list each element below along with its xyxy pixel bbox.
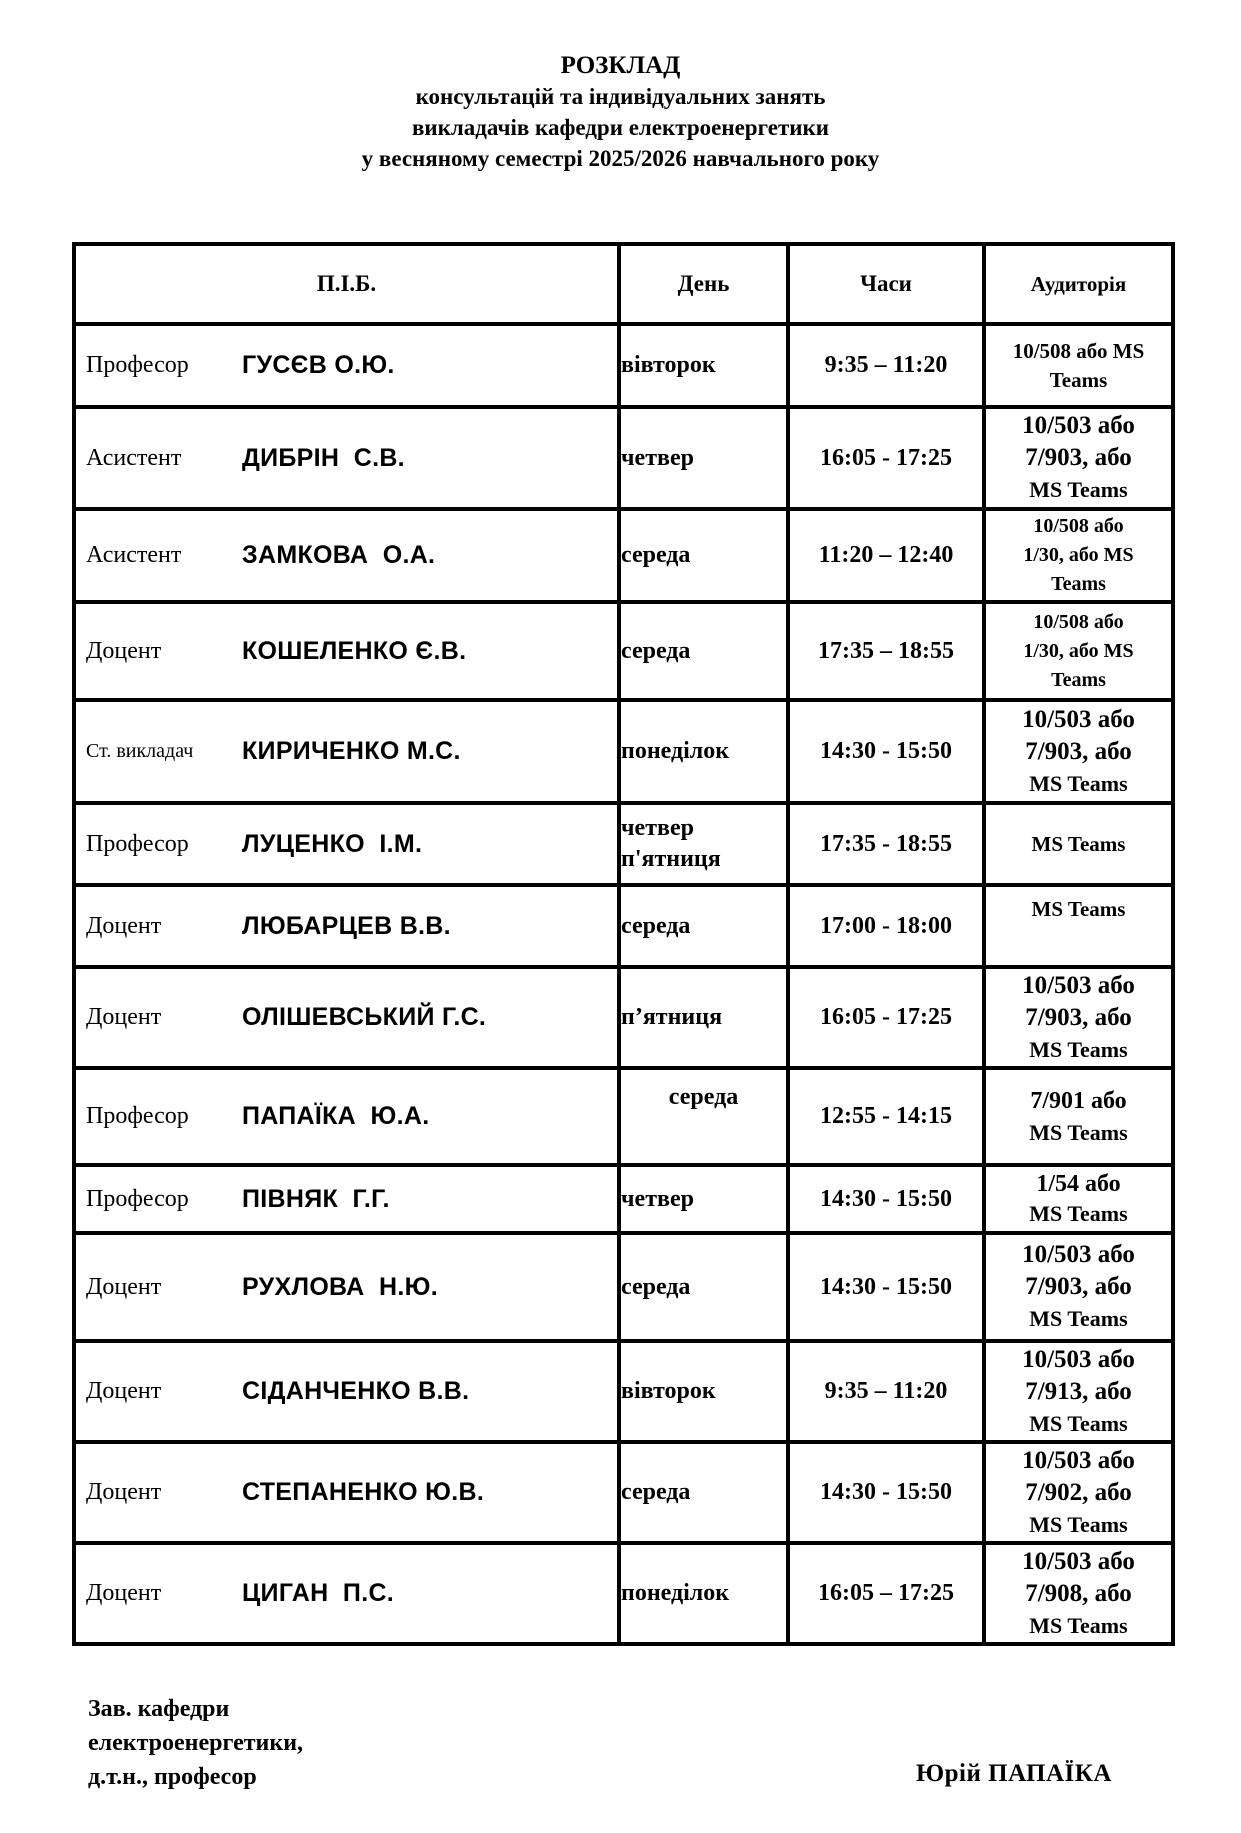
teacher-name: ЦИГАН П.С. xyxy=(242,1579,395,1607)
time-cell: 14:30 - 15:50 xyxy=(788,1442,984,1543)
day-cell: четвер xyxy=(619,1165,788,1233)
time-cell: 14:30 - 15:50 xyxy=(788,700,984,803)
day-cell: середа xyxy=(619,1068,788,1165)
teacher-name: ДИБРІН С.В. xyxy=(242,443,405,472)
position-label: Професор xyxy=(86,1103,189,1129)
table-row xyxy=(74,967,1173,1068)
name-cell xyxy=(74,324,619,407)
position-label: Доцент xyxy=(86,912,162,939)
time-cell: 9:35 – 11:20 xyxy=(788,1341,984,1442)
name-cell xyxy=(74,1543,619,1644)
position-label: Професор xyxy=(86,352,189,378)
table-row xyxy=(74,803,1173,885)
table-row xyxy=(74,1543,1173,1644)
room-cell: 10/503 або 7/902, або MS Teams xyxy=(984,1442,1173,1543)
teacher-name: РУХЛОВА Н.Ю. xyxy=(242,1272,438,1301)
column-header-room: Аудиторія xyxy=(984,244,1173,324)
time-cell: 17:35 - 18:55 xyxy=(788,803,984,885)
table-row xyxy=(74,1068,1173,1165)
day-cell: четвер п'ятниця xyxy=(619,803,788,885)
time-cell: 16:05 - 17:25 xyxy=(788,967,984,1068)
day-cell: середа xyxy=(619,1233,788,1341)
time-cell: 9:35 – 11:20 xyxy=(788,324,984,407)
position-label: Асистент xyxy=(86,542,182,568)
room-cell: 7/901 або MS Teams xyxy=(984,1068,1173,1165)
room-cell: 10/508 або 1/30, або MS Teams xyxy=(984,602,1173,700)
teacher-name: СІДАНЧЕНКО В.В. xyxy=(242,1377,470,1405)
position-label: Доцент xyxy=(86,1273,162,1300)
table-row xyxy=(74,324,1173,407)
table-row xyxy=(74,602,1173,700)
time-cell: 16:05 - 17:25 xyxy=(788,407,984,509)
teacher-name: ЛЮБАРЦЕВ В.В. xyxy=(242,911,451,940)
name-cell xyxy=(74,407,619,509)
teacher-name: ГУСЄВ О.Ю. xyxy=(242,351,395,379)
teacher-name: ЗАМКОВА О.А. xyxy=(242,541,436,569)
teacher-name: ОЛІШЕВСЬКИЙ Г.С. xyxy=(242,1003,487,1031)
room-cell: 10/508 або MS Teams xyxy=(984,324,1173,407)
table-row xyxy=(74,509,1173,602)
room-cell: 10/508 або 1/30, або MS Teams xyxy=(984,509,1173,602)
day-cell: вівторок xyxy=(619,1341,788,1442)
column-header-name: П.І.Б. xyxy=(74,244,619,324)
table-row xyxy=(74,700,1173,803)
room-cell: 10/503 або 7/908, або MS Teams xyxy=(984,1543,1173,1644)
document-title: РОЗКЛАД xyxy=(560,52,681,79)
position-label: Доцент xyxy=(86,1004,162,1030)
name-cell xyxy=(74,885,619,967)
day-cell: п’ятниця xyxy=(619,967,788,1068)
day-cell: середа xyxy=(619,602,788,700)
teacher-name: ПІВНЯК Г.Г. xyxy=(242,1184,390,1213)
name-cell xyxy=(74,1068,619,1165)
column-header-time: Часи xyxy=(788,244,984,324)
time-cell: 14:30 - 15:50 xyxy=(788,1233,984,1341)
table-row xyxy=(74,1341,1173,1442)
room-cell: 10/503 або 7/903, або MS Teams xyxy=(984,1233,1173,1341)
position-label: Доцент xyxy=(86,1580,162,1606)
room-cell: 10/503 або 7/903, або MS Teams xyxy=(984,407,1173,509)
room-cell: 10/503 або 7/913, або MS Teams xyxy=(984,1341,1173,1442)
table-row xyxy=(74,885,1173,967)
time-cell: 16:05 – 17:25 xyxy=(788,1543,984,1644)
teacher-name: ЛУЦЕНКО І.М. xyxy=(242,829,423,858)
name-cell xyxy=(74,602,619,700)
table-row xyxy=(74,1233,1173,1341)
teacher-name: СТЕПАНЕНКО Ю.В. xyxy=(242,1478,485,1506)
name-cell xyxy=(74,1341,619,1442)
schedule-table xyxy=(72,242,1175,1646)
room-cell: 1/54 або MS Teams xyxy=(984,1165,1173,1233)
day-cell: середа xyxy=(619,885,788,967)
time-cell: 14:30 - 15:50 xyxy=(788,1165,984,1233)
teacher-name: ПАПАЇКА Ю.А. xyxy=(242,1102,430,1130)
document-title-block xyxy=(0,50,1241,174)
time-cell: 17:00 - 18:00 xyxy=(788,885,984,967)
position-label: Доцент xyxy=(86,637,162,664)
column-header-day: День xyxy=(619,244,788,324)
position-label: Ст. викладач xyxy=(86,740,194,762)
name-cell xyxy=(74,967,619,1068)
day-cell: середа xyxy=(619,1442,788,1543)
name-cell xyxy=(74,1233,619,1341)
name-cell xyxy=(74,509,619,602)
day-cell: понеділок xyxy=(619,700,788,803)
room-cell: 10/503 або 7/903, або MS Teams xyxy=(984,967,1173,1068)
table-row xyxy=(74,407,1173,509)
title-line-4: у весняному семестрі 2025/2026 навчального року xyxy=(361,146,880,171)
title-line-3: викладачів кафедри електроенергетики xyxy=(411,115,830,140)
table-row xyxy=(74,1165,1173,1233)
time-cell: 12:55 - 14:15 xyxy=(788,1068,984,1165)
day-cell: понеділок xyxy=(619,1543,788,1644)
signatory-line-2: електроенергетики, xyxy=(88,1730,304,1756)
position-label: Асистент xyxy=(86,444,182,471)
teacher-name: КИРИЧЕНКО М.С. xyxy=(242,737,461,765)
position-label: Професор xyxy=(86,1185,189,1212)
table-row xyxy=(74,1442,1173,1543)
name-cell xyxy=(74,803,619,885)
signatory-line-1: Зав. кафедри xyxy=(88,1696,230,1722)
time-cell: 11:20 – 12:40 xyxy=(788,509,984,602)
room-cell: MS Teams xyxy=(984,803,1173,885)
day-cell: четвер xyxy=(619,407,788,509)
signatory-name: Юрій ПАПАЇКА xyxy=(916,1760,1112,1787)
name-cell xyxy=(74,700,619,803)
table-header-row xyxy=(74,244,1173,324)
signatory-title xyxy=(88,1692,303,1794)
room-cell: MS Teams xyxy=(984,885,1173,967)
time-cell: 17:35 – 18:55 xyxy=(788,602,984,700)
position-label: Доцент xyxy=(86,1378,162,1404)
name-cell xyxy=(74,1165,619,1233)
position-label: Доцент xyxy=(86,1479,162,1505)
room-cell: 10/503 або 7/903, або MS Teams xyxy=(984,700,1173,803)
name-cell xyxy=(74,1442,619,1543)
day-cell: середа xyxy=(619,509,788,602)
teacher-name: КОШЕЛЕНКО Є.В. xyxy=(242,636,467,665)
title-line-2: консультацій та індивідуальних занять xyxy=(415,84,826,109)
signatory-line-3: д.т.н., професор xyxy=(88,1764,257,1790)
day-cell: вівторок xyxy=(619,324,788,407)
position-label: Професор xyxy=(86,830,189,857)
